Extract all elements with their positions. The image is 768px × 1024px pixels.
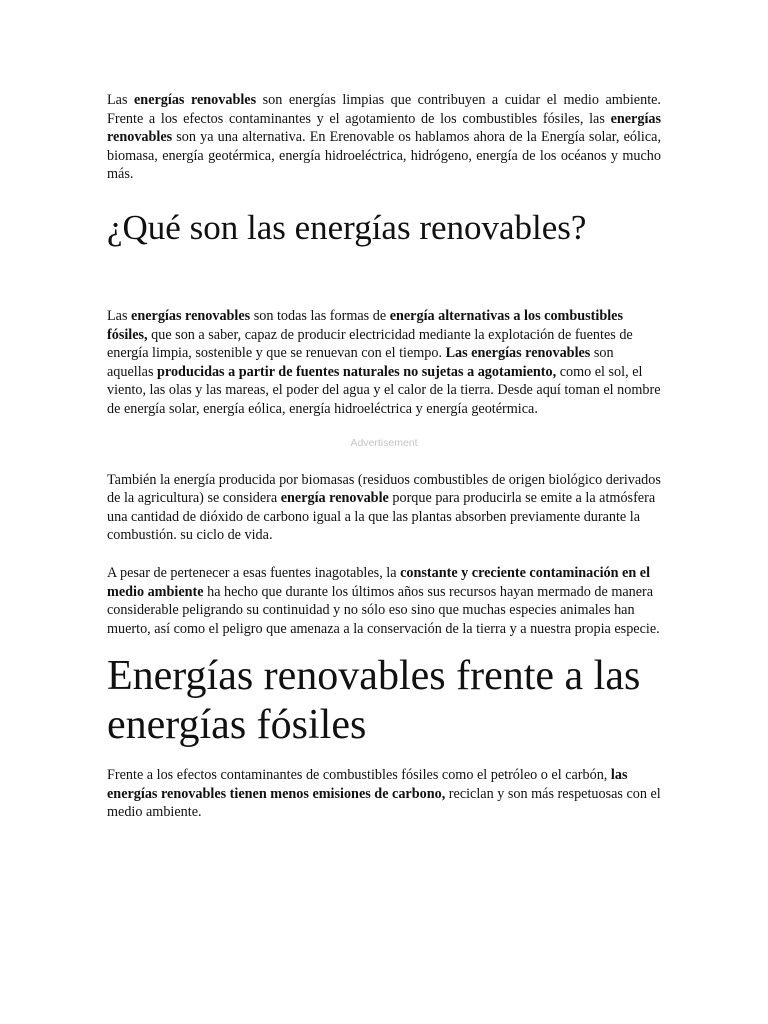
heading-what-are-renewables: ¿Qué son las energías renovables? — [107, 207, 587, 247]
section2-paragraph — [107, 471, 661, 545]
section1-text-3: que son a saber, capaz de producir electricidad mediante la explotación de fuentes de energía limpia, sostenible y que se renuevan con el tiempo. — [107, 326, 633, 362]
section1-text-4: son aquellas — [107, 345, 614, 380]
section3-text-1: A pesar de pertenecer a esas fuentes inagotables, la — [107, 564, 401, 581]
section1-bold-3: Las energías renovables — [445, 345, 591, 362]
section1-text-5: como el sol, el viento, las olas y las mareas, el poder del agua y el calor de la tierra. Desde aquí toman el nombre de energía solar, energía eólica, energía hidroeléctrica y energía geotérmica. — [107, 363, 661, 417]
section2-bold-1: energía renovable — [280, 490, 389, 507]
section1-text-1: Las — [107, 307, 132, 324]
intro-paragraph — [107, 91, 661, 184]
intro-text-2: son energías limpias que contribuyen a cuidar el medio ambiente. Frente a los efectos contaminantes y el agotamiento de los combustibles fósiles, las — [107, 92, 661, 127]
section2-text-2: porque para producirla se emite a la atmósfera una cantidad de dióxido de carbono igual a la que las plantas absorben previamente durante la combustión. su ciclo de vida. — [107, 490, 656, 544]
section3-paragraph — [107, 564, 661, 638]
heading-renewables-vs-fossil: Energías renovables frente a las energías fósiles — [107, 653, 641, 749]
section4-bold-1: las energías renovables tienen menos emisiones de carbono, — [107, 767, 628, 802]
section3-bold-1: constante y creciente contaminación en el medio ambiente — [107, 564, 651, 600]
section4-text-1: Frente a los efectos contaminantes de combustibles fósiles como el petróleo o el carbón, — [107, 767, 611, 784]
intro-bold-2: energías renovables — [107, 110, 661, 146]
section1-text-2: son todas las formas de — [250, 307, 390, 324]
section1-bold-4: producidas a partir de fuentes naturales no sujetas a agotamiento, — [157, 363, 557, 380]
document-body — [107, 91, 661, 822]
intro-bold-1: energías renovables — [134, 92, 257, 108]
section3-text-2: ha hecho que durante los últimos años sus recursos hayan mermado de manera considerable peligrando su continuidad y no sólo eso sino que muchas especies animales han muerto, así como el peligro que amenaza a la conservación de la tierra y a nuestra propia especie. — [107, 583, 660, 637]
advertisement-label: Advertisement — [350, 436, 418, 449]
section4-text-2: reciclan y son más respetuosas con el medio ambiente. — [107, 785, 661, 821]
section1-paragraph — [107, 307, 661, 419]
intro-text-3: son ya una alternativa. En Erenovable os hablamos ahora de la Energía solar, eólica, biomasa, energía geotérmica, energía hidroeléctrica, hidrógeno, energía de los océanos y mucho más. — [107, 129, 661, 183]
intro-text-1: Las — [107, 92, 134, 108]
section4-paragraph — [107, 766, 661, 822]
section1-bold-2: energía alternativas a los combustibles fósiles, — [107, 307, 623, 343]
section1-bold-1: energías renovables — [131, 307, 251, 324]
section2-text-1: También la energía producida por biomasas (residuos combustibles de origen biológico derivados de la agricultura) se considera — [107, 471, 661, 507]
